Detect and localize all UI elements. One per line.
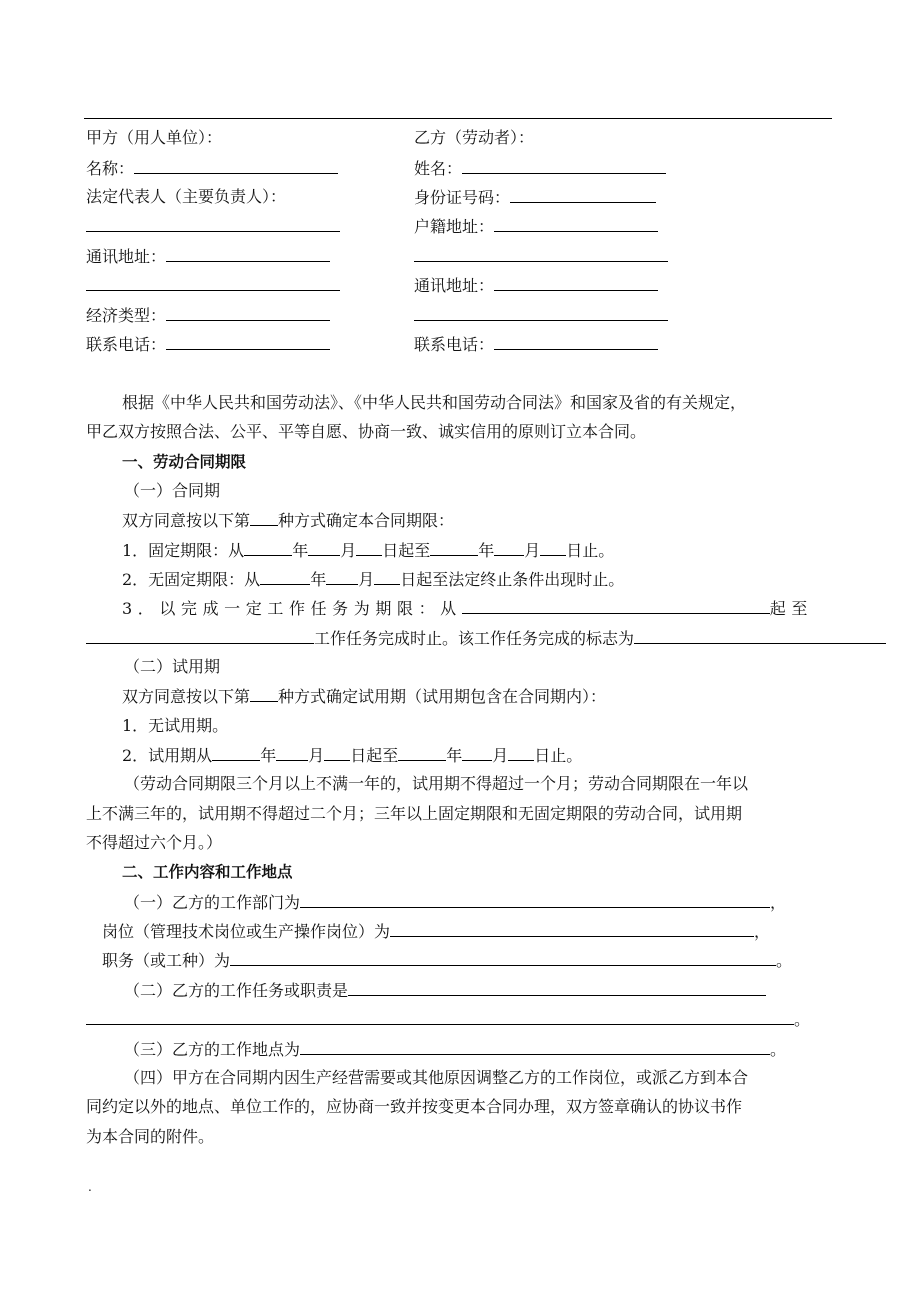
probation-end: 日止。 (534, 746, 583, 765)
party-a-rep-field[interactable] (86, 216, 340, 232)
party-a-address-field2[interactable] (86, 275, 340, 291)
section-1-sub-1: （一）合同期 (124, 481, 221, 500)
fixed-end-month[interactable] (494, 540, 524, 556)
probation-period-row (122, 745, 582, 766)
party-a-address-row2 (86, 275, 340, 296)
party-a-name-row (86, 158, 338, 179)
dept-label: （一）乙方的工作部门为 (124, 893, 301, 912)
fixed-end-year[interactable] (430, 540, 478, 556)
open-start-month[interactable] (326, 569, 358, 585)
place-field[interactable] (300, 1039, 770, 1055)
probation-label: 2．试用期从 (122, 746, 213, 765)
open-term-label: 2．无固定期限：从 (122, 570, 261, 589)
party-a-phone-label: 联系电话： (86, 335, 167, 354)
intro-line-2: 甲乙双方按照合法、公平、平等自愿、协商一致、诚实信用的原则订立本合同。 (86, 422, 647, 441)
party-b-hukou-label: 户籍地址： (414, 217, 495, 236)
task-term-label: 3．以完成一定工作任务为期限：从 (122, 599, 462, 618)
tasks-row-2 (86, 1009, 810, 1030)
year-label: 年 (478, 541, 495, 560)
open-start-year[interactable] (260, 569, 310, 585)
probation-end-month[interactable] (462, 745, 492, 761)
year-label: 年 (310, 570, 327, 589)
party-b-name-field[interactable] (462, 158, 666, 174)
probation-choice-text-2: 种方式确定试用期（试用期包含在合同期内）： (278, 687, 607, 706)
adjust-line-3: 为本合同的附件。 (86, 1127, 215, 1146)
term-choice-row (122, 510, 454, 531)
month-label: 月 (358, 570, 375, 589)
post-label: 岗位（管理技术岗位或生产操作岗位）为 (102, 922, 391, 941)
post-field[interactable] (390, 921, 754, 937)
party-a-name-label: 名称： (86, 159, 135, 178)
party-a-phone-row (86, 334, 330, 355)
open-term-row (122, 569, 624, 590)
post-row (102, 921, 770, 942)
task-start-field[interactable] (462, 598, 770, 614)
party-b-title: 乙方（劳动者）： (414, 128, 535, 147)
probation-choice-field[interactable] (250, 686, 278, 702)
task-end-field[interactable] (86, 628, 314, 644)
party-a-title: 甲方（用人单位）： (86, 128, 223, 147)
party-b-address-row2 (414, 305, 668, 326)
probation-note-3: 不得超过六个月。） (86, 833, 223, 852)
year-label: 年 (292, 541, 309, 560)
open-start-day[interactable] (374, 569, 400, 585)
probation-to: 日起至 (350, 746, 399, 765)
year-label: 年 (446, 746, 463, 765)
party-b-phone-row (414, 334, 658, 355)
party-b-name-label: 姓名： (414, 159, 463, 178)
party-b-hukou-field2[interactable] (414, 246, 668, 262)
duty-period: 。 (776, 951, 793, 970)
term-choice-text: 双方同意按以下第 (122, 511, 251, 530)
tasks-row (124, 980, 766, 1001)
dept-comma: ， (770, 893, 787, 912)
task-term-row-2 (86, 628, 886, 649)
duty-row (102, 950, 792, 971)
party-a-econ-row (86, 305, 330, 326)
term-choice-field[interactable] (250, 510, 278, 526)
fixed-start-month[interactable] (308, 540, 340, 556)
party-b-id-field[interactable] (510, 187, 656, 203)
party-a-address-row (86, 246, 330, 267)
duty-field[interactable] (230, 950, 776, 966)
probation-choice-row (122, 686, 606, 707)
party-a-rep-row (86, 216, 340, 237)
month-label: 月 (308, 746, 325, 765)
probation-end-year[interactable] (398, 745, 446, 761)
fixed-term-row (122, 540, 614, 561)
party-b-phone-label: 联系电话： (414, 335, 495, 354)
party-b-id-label: 身份证号码： (414, 188, 511, 207)
party-b-address-row (414, 275, 658, 296)
month-label: 月 (340, 541, 357, 560)
party-b-address-label: 通讯地址： (414, 276, 495, 295)
open-term-to: 日起至法定终止条件出现时止。 (400, 570, 625, 589)
party-a-econ-label: 经济类型： (86, 306, 167, 325)
tasks-period: 。 (794, 1010, 811, 1029)
probation-note-1: （劳动合同期限三个月以上不满一年的，试用期不得超过一个月；劳动合同期限在一年以 (124, 774, 749, 793)
party-b-id-row (414, 187, 656, 208)
probation-start-year[interactable] (212, 745, 260, 761)
section-1-sub-2: （二）试用期 (124, 657, 221, 676)
place-row (124, 1039, 786, 1060)
task-term-to: 起至 (769, 599, 813, 618)
dept-row (124, 892, 786, 913)
adjust-line-1: （四）甲方在合同期内因生产经营需要或其他原因调整乙方的工作岗位，或派乙方到本合 (124, 1068, 749, 1087)
term-choice-text-2: 种方式确定本合同期限： (278, 511, 455, 530)
party-b-phone-field[interactable] (494, 334, 658, 350)
intro-line-1: 根据《中华人民共和国劳动法》、《中华人民共和国劳动合同法》和国家及省的有关规定， (122, 393, 747, 412)
fixed-start-year[interactable] (244, 540, 292, 556)
footer-dot: . (88, 1180, 92, 1194)
task-mark-field[interactable] (634, 628, 886, 644)
duty-label: 职务（或工种）为 (102, 951, 231, 970)
party-b-hukou-row (414, 216, 658, 237)
header-rule (84, 118, 832, 119)
party-a-address-field[interactable] (166, 246, 330, 262)
probation-end-day[interactable] (508, 745, 534, 761)
fixed-term-to: 日起至 (382, 541, 431, 560)
party-b-name-row (414, 158, 666, 179)
adjust-line-2: 同约定以外的地点、单位工作的，应协商一致并按变更本合同办理，双方签章确认的协议书作 (86, 1097, 743, 1116)
tasks-label: （二）乙方的工作任务或职责是 (124, 981, 349, 1000)
tasks-field[interactable] (348, 980, 766, 996)
fixed-term-end: 日止。 (566, 541, 615, 560)
place-label: （三）乙方的工作地点为 (124, 1040, 301, 1059)
party-a-name-field[interactable] (134, 158, 338, 174)
party-b-hukou-row2 (414, 246, 668, 267)
probation-start-day[interactable] (324, 745, 350, 761)
place-period: 。 (770, 1040, 787, 1059)
tasks-field-2[interactable] (86, 1009, 794, 1025)
month-label: 月 (524, 541, 541, 560)
party-b-address-field2[interactable] (414, 305, 668, 321)
task-term-complete: 工作任务完成时止。该工作任务完成的标志为 (314, 629, 635, 648)
party-a-phone-field[interactable] (166, 334, 330, 350)
party-b-hukou-field[interactable] (494, 216, 658, 232)
task-term-row (122, 598, 813, 619)
section-1-heading: 一、劳动合同期限 (122, 453, 247, 471)
dept-field[interactable] (300, 892, 770, 908)
party-a-econ-field[interactable] (166, 305, 330, 321)
probation-note-2: 上不满三年的，试用期不得超过二个月；三年以上固定期限和无固定期限的劳动合同，试用期 (86, 804, 743, 823)
section-2-heading: 二、工作内容和工作地点 (122, 863, 293, 881)
party-a-rep-label: 法定代表人（主要负责人）： (86, 187, 287, 206)
probation-none: 1．无试用期。 (122, 716, 229, 735)
fixed-term-label: 1．固定期限：从 (122, 541, 245, 560)
month-label: 月 (492, 746, 509, 765)
party-b-address-field[interactable] (494, 275, 658, 291)
post-comma: ， (754, 922, 771, 941)
probation-start-month[interactable] (276, 745, 308, 761)
probation-choice-text: 双方同意按以下第 (122, 687, 251, 706)
fixed-end-day[interactable] (540, 540, 566, 556)
party-a-address-label: 通讯地址： (86, 247, 167, 266)
fixed-start-day[interactable] (356, 540, 382, 556)
year-label: 年 (260, 746, 277, 765)
